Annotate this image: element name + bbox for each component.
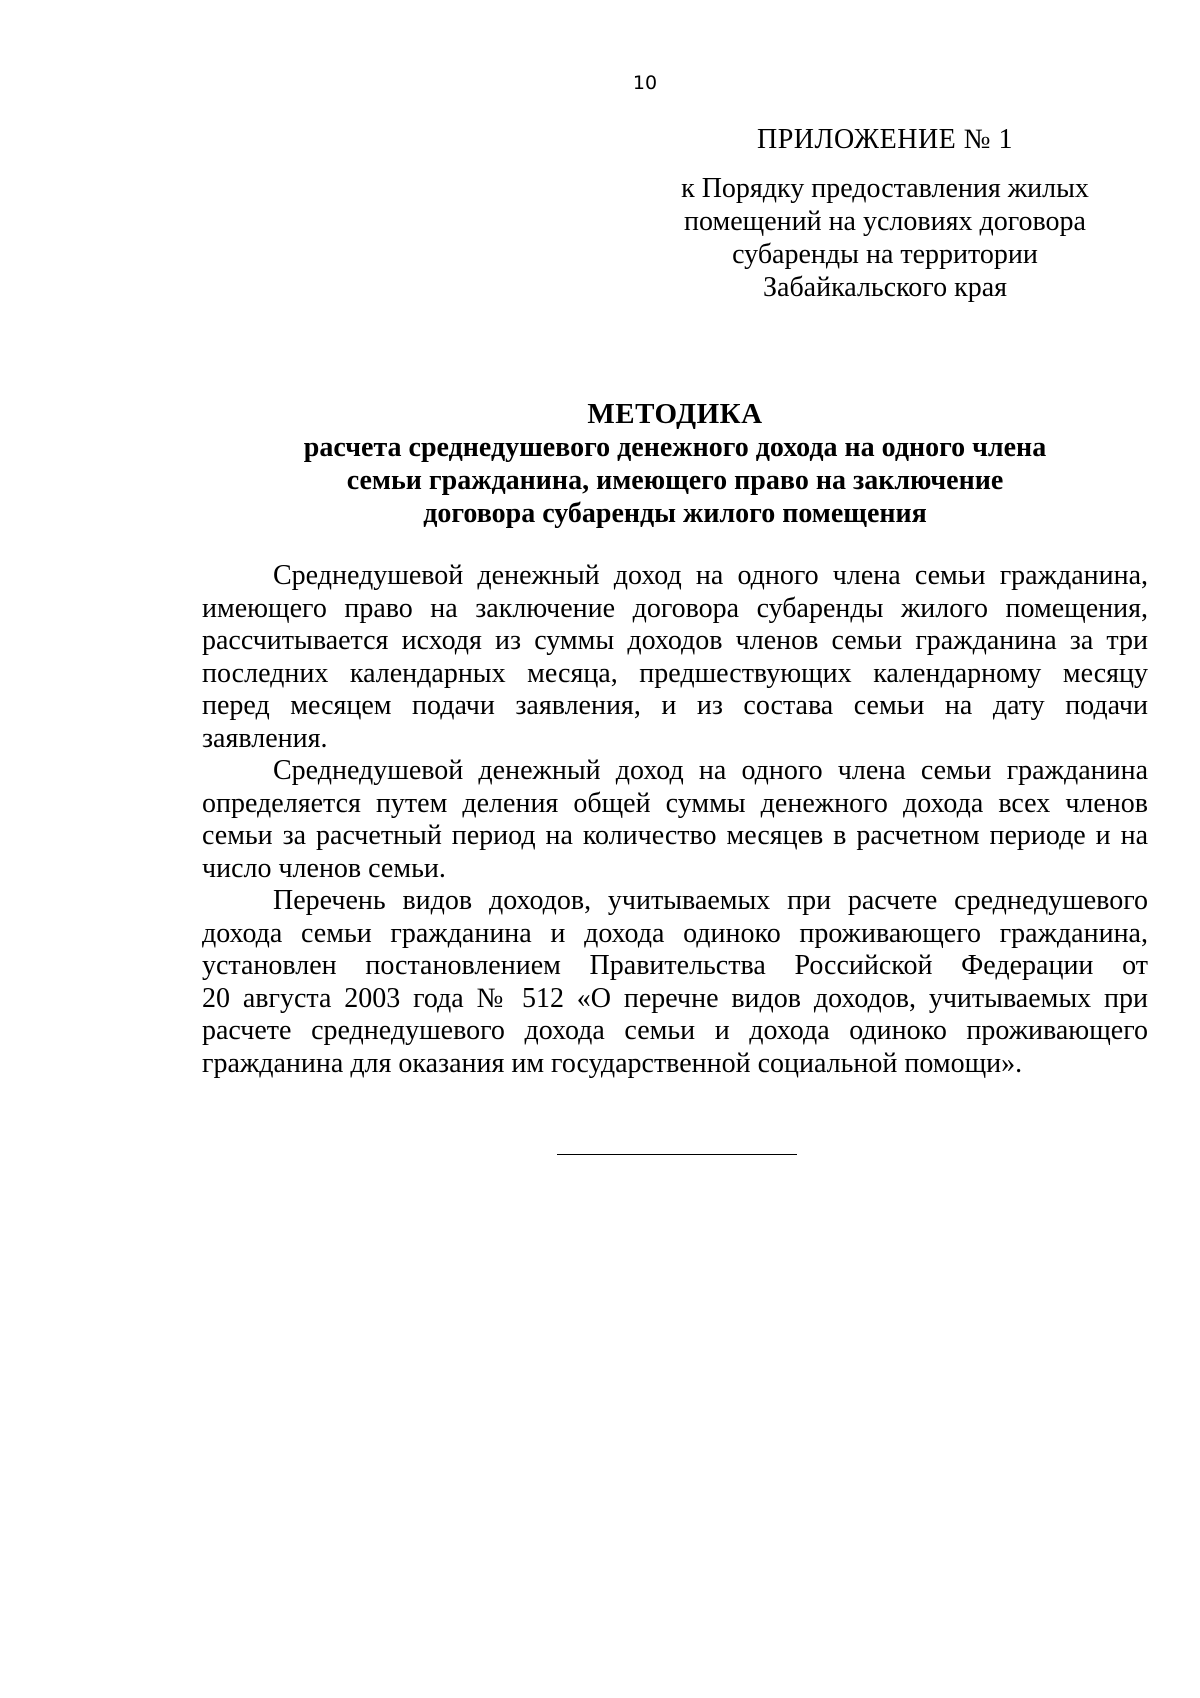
document-body bbox=[202, 560, 1148, 1080]
document-heading: МЕТОДИКА bbox=[587, 398, 763, 430]
appendix-title: ПРИЛОЖЕНИЕ № 1 bbox=[757, 124, 1013, 155]
paragraph-line: 20 августа 2003 года № 512 «О перечне видов доходов, учитываемых при bbox=[202, 982, 1148, 1014]
paragraph-line: Среднедушевой денежный доход на одного члена семьи гражданина bbox=[273, 755, 1148, 786]
paragraph-2 bbox=[202, 755, 1148, 885]
paragraph-line: установлен постановлением Правительства Российской Федерации от bbox=[202, 950, 1148, 981]
paragraph-line: гражданина для оказания им государственной социальной помощи». bbox=[202, 1047, 1023, 1079]
end-separator-line bbox=[557, 1154, 797, 1155]
paragraph-line: семьи за расчетный период на количество месяцев в расчетном периоде и на bbox=[202, 820, 1148, 851]
paragraph-line: Среднедушевой денежный доход на одного члена семьи гражданина, bbox=[273, 560, 1148, 591]
appendix-reference-line: Забайкальского края bbox=[762, 272, 1007, 303]
paragraph-line: заявления. bbox=[202, 722, 328, 754]
appendix-reference-line: субаренды на территории bbox=[732, 239, 1038, 270]
paragraph-line: число членов семьи. bbox=[202, 852, 446, 884]
document-subtitle-line: договора субаренды жилого помещения bbox=[423, 498, 927, 529]
paragraph-line: последних календарных месяца, предшествующих календарному месяцу bbox=[202, 657, 1148, 689]
paragraph-line: Перечень видов доходов, учитываемых при расчете среднедушевого bbox=[273, 885, 1148, 916]
paragraph-1 bbox=[202, 560, 1148, 755]
paragraph-3 bbox=[202, 885, 1148, 1080]
paragraph-line: рассчитывается исходя из суммы доходов членов семьи гражданина за три bbox=[202, 625, 1148, 656]
paragraph-line: расчете среднедушевого дохода семьи и дохода одиноко проживающего bbox=[202, 1015, 1148, 1046]
paragraph-line: перед месяцем подачи заявления, и из состава семьи на дату подачи bbox=[202, 690, 1148, 721]
appendix-reference bbox=[660, 172, 1110, 304]
document-subtitle-line: расчета среднедушевого денежного дохода на одного члена bbox=[303, 432, 1047, 463]
document-title-block bbox=[200, 398, 1150, 530]
appendix-reference-line: помещений на условиях договора bbox=[684, 206, 1086, 237]
page-number: 10 bbox=[632, 72, 658, 94]
appendix-reference-line: к Порядку предоставления жилых bbox=[681, 173, 1089, 204]
paragraph-line: определяется путем деления общей суммы денежного дохода всех членов bbox=[202, 787, 1148, 819]
paragraph-line: имеющего право на заключение договора субаренды жилого помещения, bbox=[202, 592, 1148, 624]
paragraph-line: дохода семьи гражданина и дохода одиноко проживающего гражданина, bbox=[202, 917, 1148, 949]
document-subtitle-line: семьи гражданина, имеющего право на заключение bbox=[346, 465, 1004, 496]
